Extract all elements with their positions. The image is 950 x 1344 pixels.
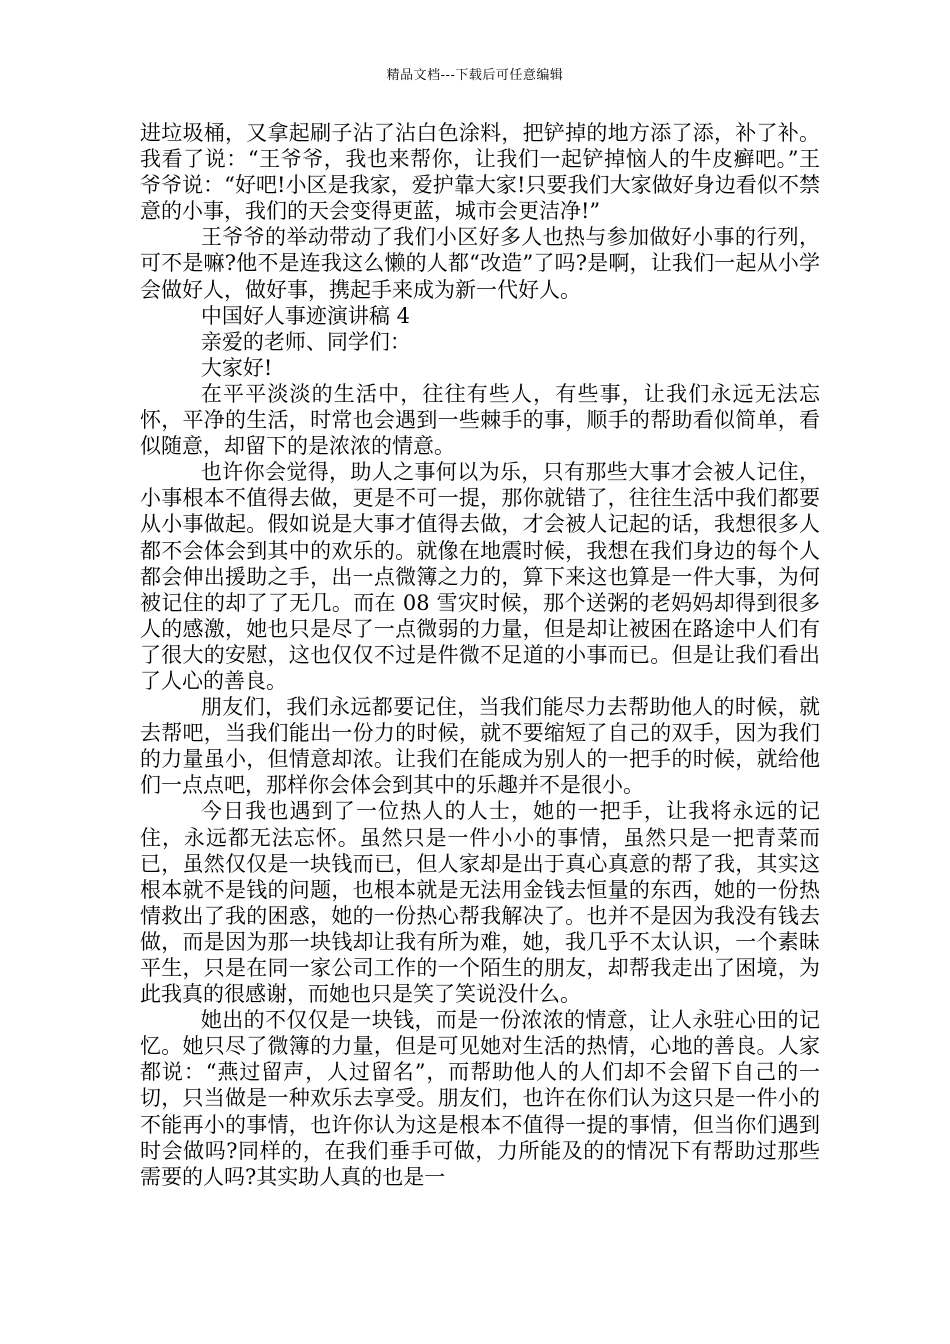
greeting: 大家好! xyxy=(200,355,273,380)
paragraph: 今日我也遇到了一位热人的人士，她的一把手，让我将永远的记住，永远都无法忘怀。虽然只是一件小小的事情，虽然只是一把青菜而已，虽然仅仅是一块钱而已，但人家却是出于真心真意的帮了我，其实这根本就不是钱的问题，也根本就是无法用金钱去恒量的东西，她的一份热情救出了我的困惑，她的一份热心帮我解决了。也并不是因为我没有钱去做，而是因为那一块钱却让我有所为难，她，我几乎不太认识，一个素昧平生，只是在同一家公司工作的一个陌生的朋友，却帮我走出了困境，为此我真的很感谢，而她也只是笑了笑说没什么。 xyxy=(140,799,820,1007)
paragraph: 也许你会觉得，助人之事何以为乐，只有那些大事才会被人记住，小事根本不值得去做，更是不可一提，那你就错了，往往生活中我们都要从小事做起。假如说是大事才值得去做，才会被人记起的话，我想很多人都不会体会到其中的欢乐的。就像在地震时候，我想在我们身边的每个人都会伸出援助之手，出一点微簿之力的，算下来这也算是一件大事，为何被记住的却了了无几。而在 08 雪灾时候，那个送粥的老妈妈却得到很多人的感激，她也只是尽了一点微弱的力量，但是却让被困在路途中人们有了很大的安慰，这也仅仅不过是件微不足道的小事而已。但是让我们看出了人心的善良。 xyxy=(140,460,820,693)
document-body xyxy=(140,120,820,1190)
paragraph: 她出的不仅仅是一块钱，而是一份浓浓的情意，让人永驻心田的记忆。她只尽了微簿的力量，但是可见她对生活的热情，心地的善良。人家都说：“燕过留声，人过留名”，而帮助他人的人们却不会留下自己的一切，只当做是一种欢乐去享受。朋友们，也许在你们认为这只是一件小的不能再小的事情，也许你认为这是根本不值得一提的事情，但当你们遇到时会做吗?同样的，在我们垂手可做，力所能及的的情况下有帮助过那些需要的人吗?其实助人真的也是一 xyxy=(140,1008,820,1189)
page-header: 精品文档---下载后可任意编辑 xyxy=(386,68,564,83)
paragraph: 朋友们，我们永远都要记住，当我们能尽力去帮助他人的时候，就去帮吧，当我们能出一份力的时候，就不要缩短了自己的双手，因为我们的力量虽小，但情意却浓。让我们在能成为别人的一把手的时候，就给他们一点点吧，那样你会体会到其中的乐趣并不是很小。 xyxy=(140,695,820,798)
paragraph: 进垃圾桶，又拿起刷子沾了沾白色涂料，把铲掉的地方添了添，补了补。我看了说：“王爷爷，我也来帮你，让我们一起铲掉恼人的牛皮癣吧。”王爷爷说：“好吧!小区是我家，爱护靠大家!只要我们大家做好身边看似不禁意的小事，我们的天会变得更蓝，城市会更洁净!” xyxy=(140,121,820,224)
paragraph: 在平平淡淡的生活中，往往有些人，有些事，让我们永远无法忘怀，平净的生活，时常也会遇到一些棘手的事，顺手的帮助看似简单，看似随意，却留下的是浓浓的情意。 xyxy=(140,381,820,459)
salutation: 亲爱的老师、同学们： xyxy=(200,329,411,354)
paragraph: 王爷爷的举动带动了我们小区好多人也热与参加做好小事的行列，可不是嘛?他不是连我这么懒的人都“改造”了吗?是啊，让我们一起从小学会做好人，做好事，携起手来成为新一代好人。 xyxy=(140,225,820,302)
section-title: 中国好人事迹演讲稿 4 xyxy=(200,303,410,328)
